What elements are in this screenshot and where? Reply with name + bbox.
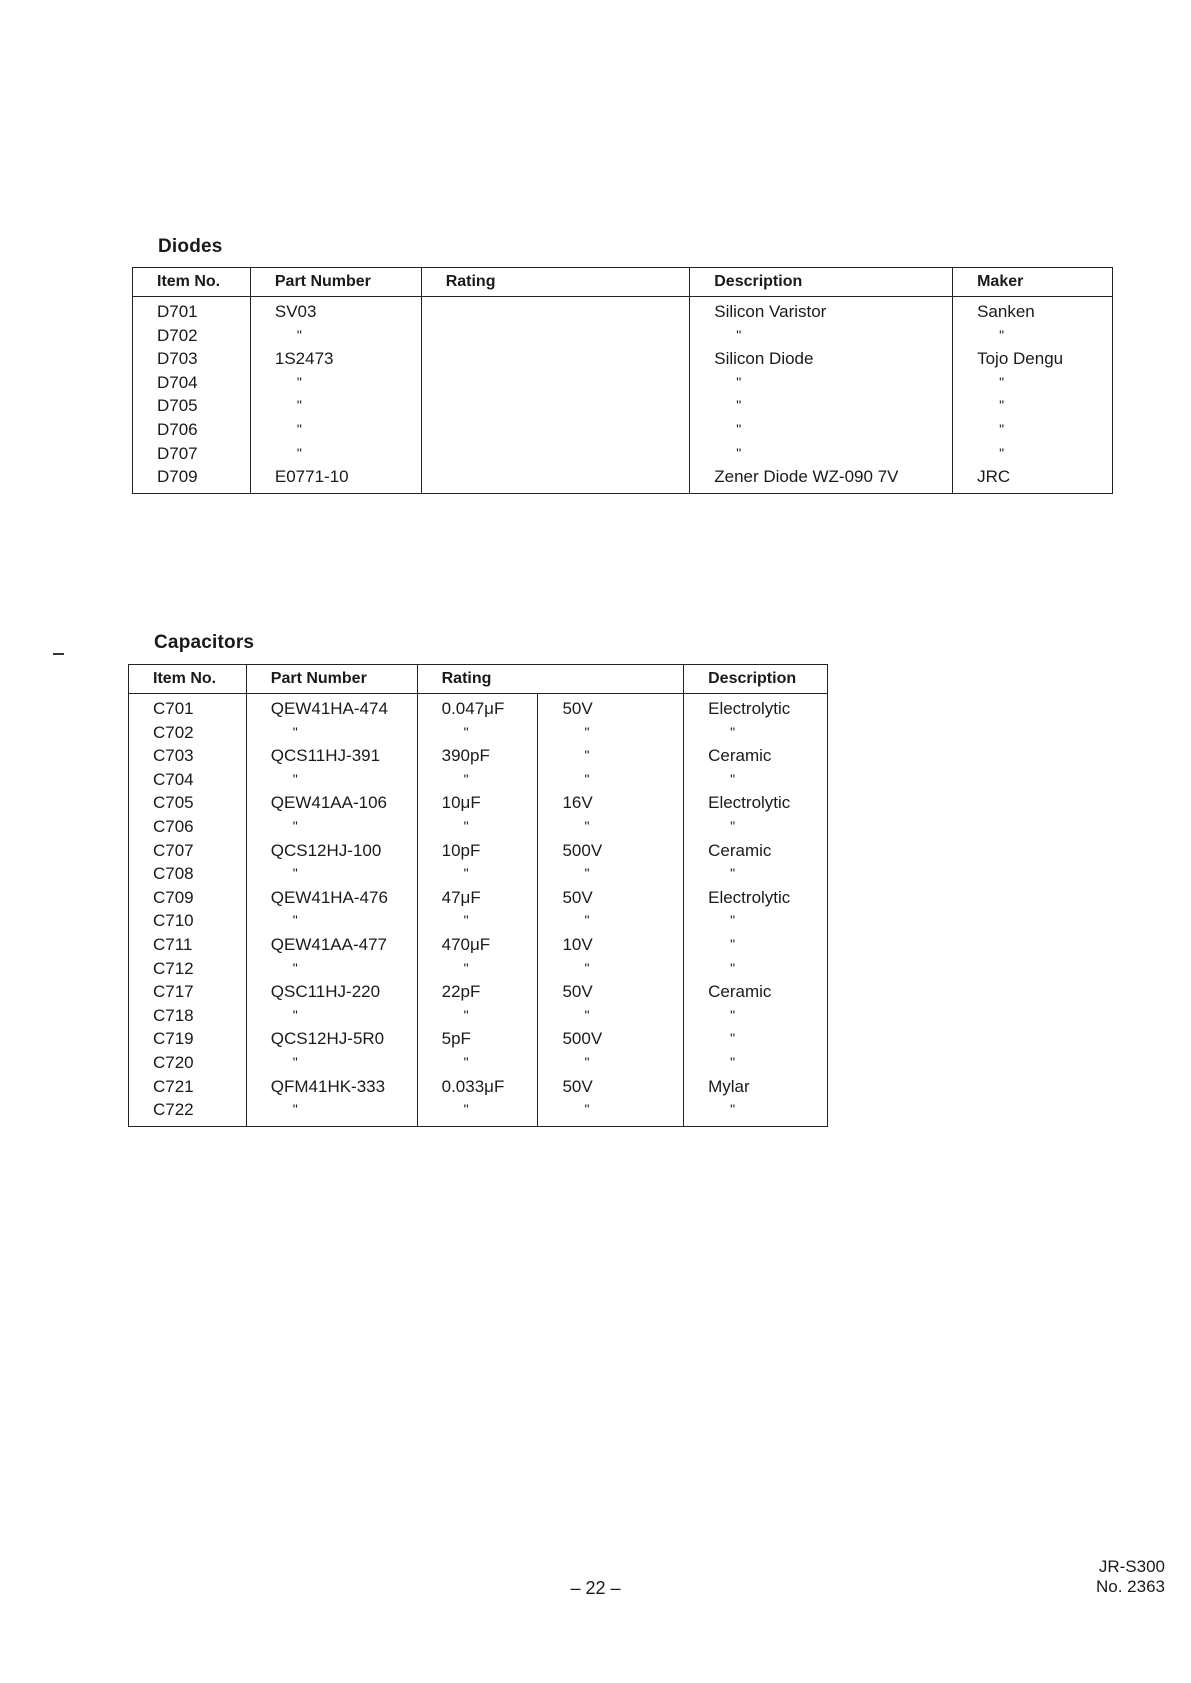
col-header-part: Part Number: [246, 665, 417, 694]
item-cell: D707: [157, 443, 198, 463]
part-cell: E0771-10: [274, 467, 349, 487]
description-cell: Silicon Diode: [714, 349, 814, 369]
part-cell: ": [296, 373, 302, 390]
diodes-title: Diodes: [158, 236, 223, 257]
item-cell: D702: [157, 325, 198, 345]
item-cell: D705: [157, 396, 198, 416]
rating-cell: [446, 300, 690, 324]
part-cell: ": [292, 723, 298, 740]
description-cell: Mylar: [708, 1076, 750, 1096]
part-cell: QCS12HJ-100: [270, 840, 382, 860]
voltage-cell: ": [584, 1053, 590, 1070]
document-number: No. 2363: [1096, 1577, 1165, 1596]
col-header-maker: Maker: [953, 268, 1113, 297]
description-cell: Ceramic: [708, 982, 772, 1002]
item-cell: C718: [153, 1005, 194, 1025]
item-cell: C703: [153, 746, 194, 766]
part-cell: ": [292, 770, 298, 787]
item-cell: D704: [157, 372, 198, 392]
maker-cell: ": [999, 373, 1005, 390]
part-cell: QFM41HK-333: [270, 1076, 386, 1096]
value-cell: ": [463, 1006, 469, 1023]
diodes-part-column: [250, 297, 421, 494]
capacitors-body: [129, 694, 828, 1127]
item-cell: C707: [153, 840, 194, 860]
col-header-item: Item No.: [129, 665, 247, 694]
description-cell: ": [730, 770, 736, 787]
capacitors-voltage-column: [538, 694, 684, 1127]
description-cell: ": [730, 1006, 736, 1023]
maker-cell: ": [999, 444, 1005, 461]
capacitors-part-column: [246, 694, 417, 1127]
voltage-cell: 16V: [562, 793, 593, 813]
voltage-cell: 10V: [562, 934, 593, 954]
col-header-description: Description: [690, 268, 953, 297]
value-cell: 22pF: [441, 982, 481, 1002]
description-cell: ": [736, 420, 742, 437]
voltage-cell: ": [584, 770, 590, 787]
item-cell: C701: [153, 699, 194, 718]
description-cell: Silicon Varistor: [714, 302, 827, 321]
diodes-header-row: [133, 268, 1113, 297]
rating-cell: [446, 442, 690, 466]
margin-dash: [53, 653, 64, 655]
item-cell: D706: [157, 419, 198, 439]
item-cell: C712: [153, 958, 194, 978]
col-header-item: Item No.: [133, 268, 251, 297]
item-cell: C722: [153, 1100, 194, 1120]
item-cell: C711: [153, 934, 193, 954]
part-cell: ": [292, 912, 298, 929]
part-cell: QEW41HA-476: [270, 887, 388, 907]
description-cell: ": [730, 1053, 736, 1070]
value-cell: ": [463, 912, 469, 929]
maker-cell: ": [999, 420, 1005, 437]
item-cell: C708: [153, 864, 194, 884]
item-cell: C719: [153, 1029, 194, 1049]
description-cell: Ceramic: [708, 840, 772, 860]
description-cell: Electrolytic: [708, 793, 791, 813]
item-cell: C705: [153, 793, 194, 813]
description-cell: Zener Diode WZ-090 7V: [714, 467, 899, 487]
voltage-cell: 500V: [562, 1029, 603, 1049]
part-cell: ": [296, 397, 302, 414]
description-cell: ": [730, 935, 736, 952]
rating-cell: [446, 371, 690, 395]
maker-cell: JRC: [977, 467, 1011, 487]
voltage-cell: ": [584, 1101, 590, 1118]
voltage-cell: ": [584, 912, 590, 929]
value-cell: 10μF: [441, 793, 481, 813]
part-cell: ": [292, 865, 298, 882]
voltage-cell: 50V: [562, 1076, 593, 1096]
item-cell: C710: [153, 911, 194, 931]
voltage-cell: ": [584, 817, 590, 834]
col-header-rating: Rating: [421, 268, 690, 297]
document-reference: [1080, 1557, 1165, 1597]
part-cell: QEW41HA-474: [270, 699, 388, 718]
rating-cell: [446, 324, 690, 348]
maker-cell: Tojo Dengu: [977, 349, 1064, 369]
diodes-table: [132, 267, 1113, 494]
part-cell: QEW41AA-477: [270, 934, 387, 954]
value-cell: ": [463, 1053, 469, 1070]
model-number: JR-S300: [1098, 1557, 1165, 1576]
description-cell: ": [736, 397, 742, 414]
voltage-cell: ": [584, 865, 590, 882]
part-cell: ": [292, 1006, 298, 1023]
description-cell: ": [730, 912, 736, 929]
description-cell: ": [730, 1030, 736, 1047]
item-cell: C720: [153, 1052, 194, 1072]
value-cell: 0.047μF: [441, 699, 505, 718]
description-cell: ": [730, 1101, 736, 1118]
part-cell: 1S2473: [274, 349, 334, 369]
part-cell: SV03: [274, 302, 317, 321]
part-cell: ": [292, 1101, 298, 1118]
description-cell: ": [730, 817, 736, 834]
value-cell: ": [463, 1101, 469, 1118]
part-cell: ": [296, 444, 302, 461]
part-cell: QEW41AA-106: [270, 793, 387, 813]
part-cell: ": [292, 817, 298, 834]
maker-cell: ": [999, 326, 1005, 343]
part-cell: QCS11HJ-391: [270, 746, 381, 766]
item-cell: D701: [157, 302, 198, 321]
value-cell: ": [463, 817, 469, 834]
value-cell: ": [463, 770, 469, 787]
value-cell: ": [463, 865, 469, 882]
rating-cell: [446, 465, 690, 489]
part-cell: ": [296, 420, 302, 437]
rating-cell: [446, 418, 690, 442]
item-cell: C721: [153, 1076, 194, 1096]
maker-cell: Sanken: [977, 302, 1035, 321]
diodes-description-column: [690, 297, 953, 494]
value-cell: 390pF: [441, 746, 490, 766]
item-cell: C702: [153, 722, 194, 742]
voltage-cell: ": [584, 959, 590, 976]
description-cell: ": [730, 959, 736, 976]
voltage-cell: 50V: [562, 982, 593, 1002]
voltage-cell: 50V: [562, 887, 593, 907]
voltage-cell: ": [584, 723, 590, 740]
capacitors-title: Capacitors: [154, 632, 255, 653]
description-cell: ": [736, 444, 742, 461]
part-cell: ": [292, 959, 298, 976]
item-cell: D703: [157, 349, 198, 369]
value-cell: 470μF: [441, 934, 491, 954]
voltage-cell: ": [584, 747, 590, 764]
value-cell: 10pF: [441, 840, 481, 860]
capacitors-header-row: [129, 665, 828, 694]
rating-cell: [446, 394, 690, 418]
description-cell: ": [736, 373, 742, 390]
voltage-cell: 50V: [562, 699, 593, 718]
page-number: – 22 –: [570, 1578, 621, 1598]
value-cell: 0.033μF: [441, 1076, 505, 1096]
description-cell: Electrolytic: [708, 699, 791, 718]
description-cell: ": [730, 723, 736, 740]
part-cell: QSC11HJ-220: [270, 982, 381, 1002]
description-cell: ": [730, 865, 736, 882]
diodes-rating-column: [421, 297, 690, 494]
voltage-cell: ": [584, 1006, 590, 1023]
rating-cell: [446, 347, 690, 371]
col-header-description: Description: [684, 665, 828, 694]
part-cell: ": [292, 1053, 298, 1070]
value-cell: 5pF: [441, 1029, 471, 1049]
capacitors-description-column: [684, 694, 828, 1127]
item-cell: D709: [157, 467, 198, 487]
item-cell: C704: [153, 769, 194, 789]
diodes-body: [133, 297, 1113, 494]
description-cell: Ceramic: [708, 746, 772, 766]
diodes-maker-column: [953, 297, 1113, 494]
voltage-cell: 500V: [562, 840, 603, 860]
capacitors-table: [128, 664, 828, 1127]
diodes-item-column: [133, 297, 251, 494]
part-cell: QCS12HJ-5R0: [270, 1029, 385, 1049]
col-header-rating: Rating: [417, 665, 683, 694]
value-cell: ": [463, 959, 469, 976]
capacitors-value-column: [417, 694, 538, 1127]
item-cell: C717: [153, 982, 194, 1002]
value-cell: ": [463, 723, 469, 740]
item-cell: C709: [153, 887, 194, 907]
capacitors-item-column: [129, 694, 247, 1127]
description-cell: ": [736, 326, 742, 343]
maker-cell: ": [999, 397, 1005, 414]
item-cell: C706: [153, 816, 194, 836]
description-cell: Electrolytic: [708, 887, 791, 907]
value-cell: 47μF: [441, 887, 481, 907]
col-header-part: Part Number: [250, 268, 421, 297]
part-cell: ": [296, 326, 302, 343]
